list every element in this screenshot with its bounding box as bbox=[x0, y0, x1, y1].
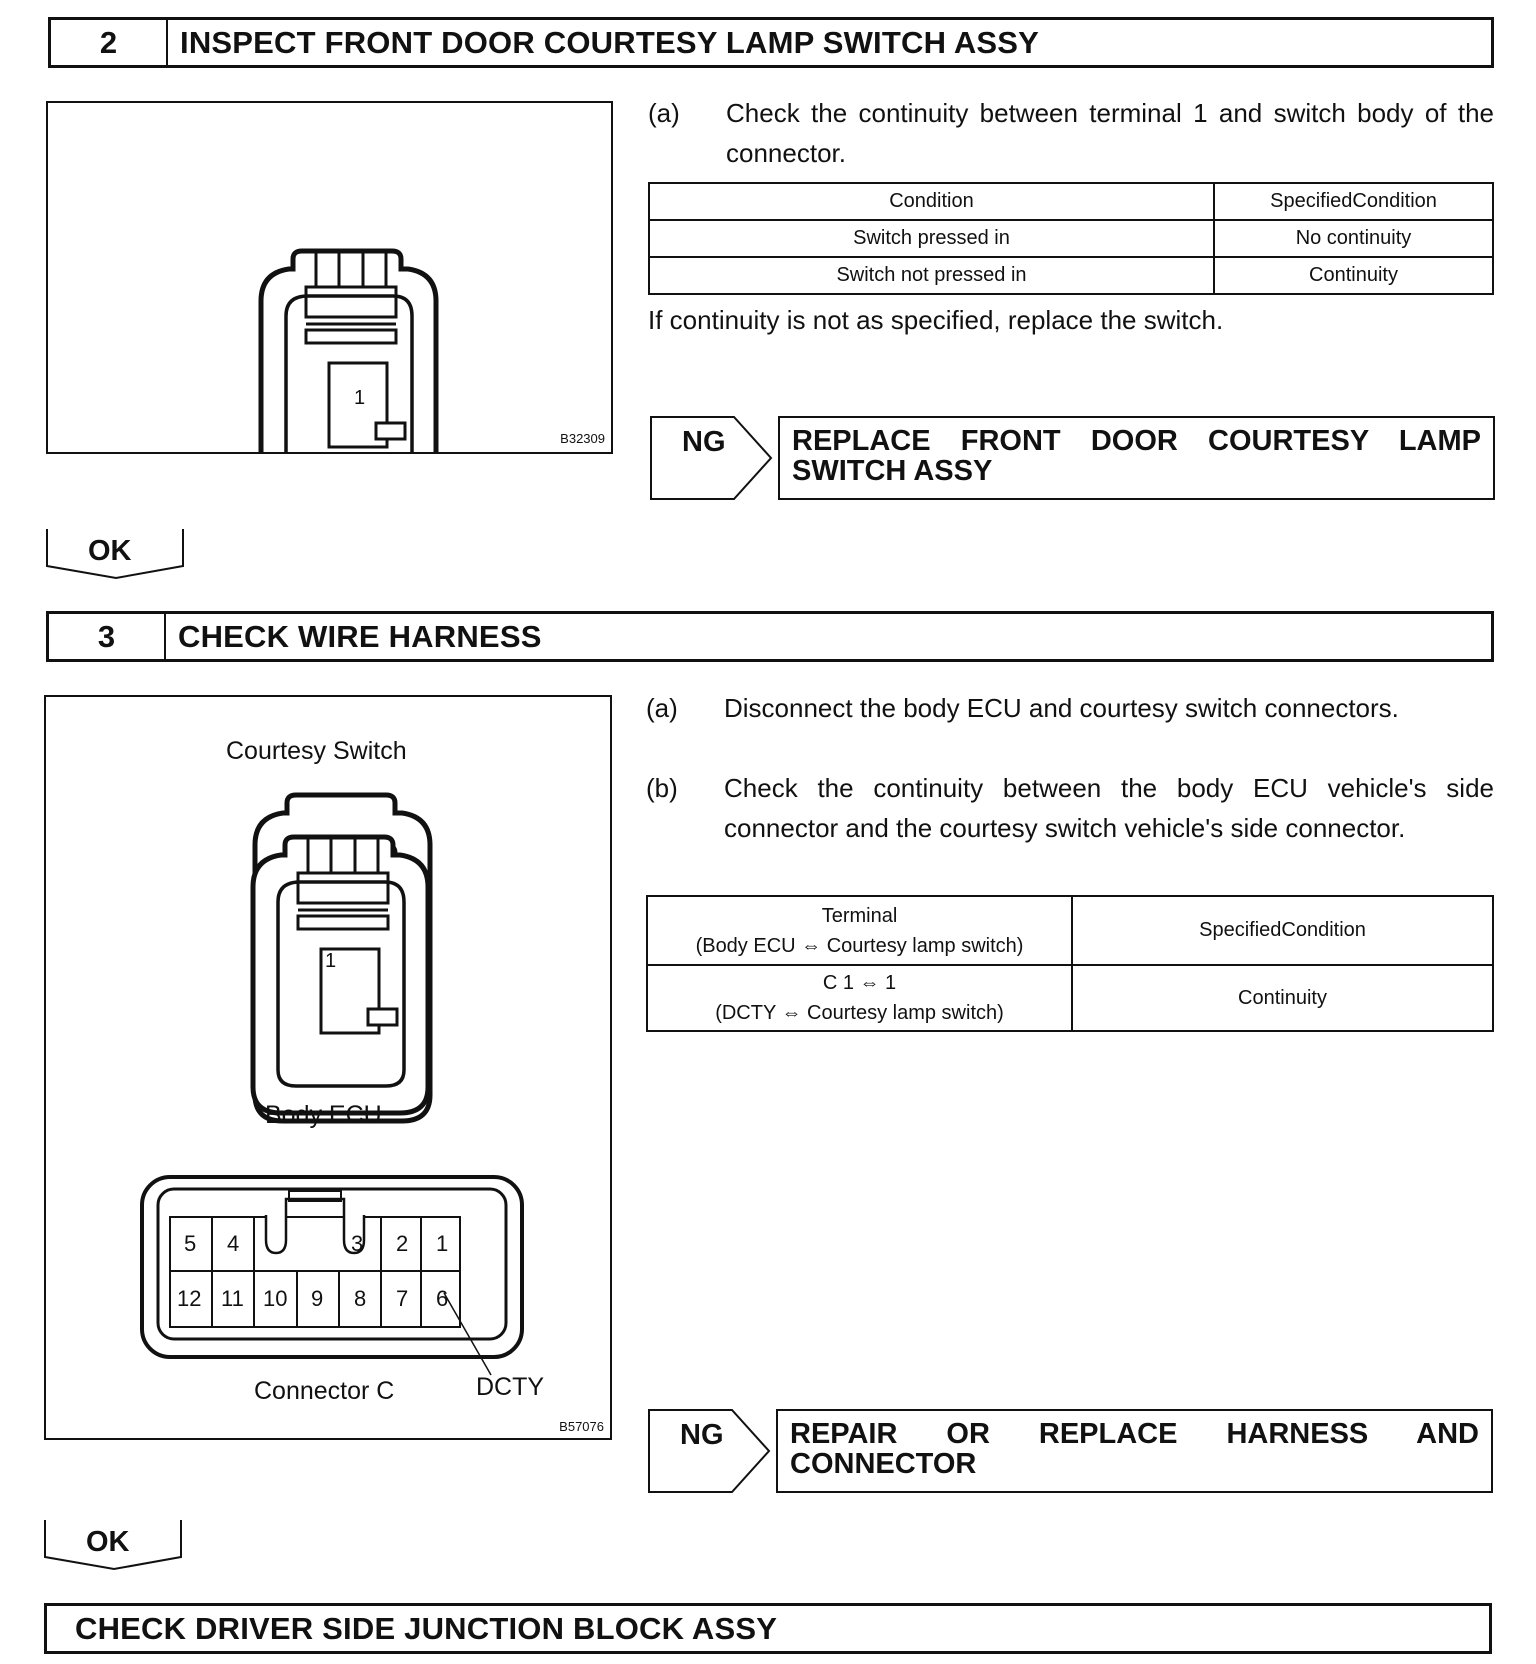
step-3-header bbox=[46, 611, 1494, 662]
step-2-note: If continuity is not as specified, replace the switch. bbox=[648, 305, 1224, 335]
ng-label: NG bbox=[680, 1419, 724, 1451]
table-row bbox=[647, 965, 1493, 1031]
terminal-1-label: 1 bbox=[325, 950, 337, 972]
instruction-text: Disconnect the body ECU and courtesy switch connectors. bbox=[724, 693, 1399, 723]
step-3-instruction-a bbox=[646, 688, 1494, 768]
step-2-ng-result bbox=[650, 416, 1495, 500]
pin-8: 8 bbox=[354, 1286, 367, 1311]
table-header: Condition bbox=[649, 183, 1214, 220]
figure-code: B32309 bbox=[560, 431, 605, 446]
step-title: INSPECT FRONT DOOR COURTESY LAMP SWITCH ASSY bbox=[180, 24, 1040, 60]
step-3-figure bbox=[44, 695, 612, 1440]
step-2-figure bbox=[46, 101, 613, 454]
pin-3: 3 bbox=[351, 1231, 364, 1256]
table-header: SpecifiedCondition bbox=[1072, 896, 1493, 965]
instruction-text: Check the continuity between the body ECU vehicle's side connector and the courtesy switch vehicle's side connector. bbox=[724, 773, 1494, 843]
step-3-ng-result bbox=[648, 1409, 1493, 1493]
table-header: SpecifiedCondition bbox=[1214, 183, 1493, 220]
ng-action-line-2: CONNECTOR bbox=[790, 1448, 977, 1480]
ng-action-box bbox=[776, 1409, 1493, 1493]
terminal-header: Terminal bbox=[821, 904, 898, 927]
table-header bbox=[647, 896, 1072, 965]
courtesy-switch-connector-diagram bbox=[46, 101, 613, 454]
table-cell: Continuity bbox=[1214, 257, 1493, 294]
step-title: CHECK WIRE HARNESS bbox=[178, 618, 542, 654]
pin-2: 2 bbox=[396, 1231, 409, 1256]
ng-action-line-2: SWITCH ASSY bbox=[792, 455, 993, 487]
pin-7: 7 bbox=[396, 1286, 409, 1311]
step-4-header bbox=[44, 1603, 1492, 1654]
ng-label: NG bbox=[682, 426, 726, 458]
pin-12: 12 bbox=[177, 1286, 202, 1311]
pin-9: 9 bbox=[311, 1286, 324, 1311]
step-3-ok-tag bbox=[44, 1519, 184, 1569]
instruction-label: (a) bbox=[648, 98, 680, 128]
dcty-label: DCTY bbox=[476, 1373, 545, 1401]
table-cell: Switch not pressed in bbox=[649, 257, 1214, 294]
body-ecu-connector-diagram bbox=[44, 695, 612, 1440]
terminal-1-label: 1 bbox=[354, 387, 366, 409]
pin-5: 5 bbox=[184, 1231, 197, 1256]
ok-label: OK bbox=[88, 535, 132, 567]
pin-1: 1 bbox=[436, 1231, 449, 1256]
step-3-spec-table bbox=[646, 895, 1494, 1032]
terminal-header-sub: (Body ECU ⇔ Courtesy lamp switch) bbox=[695, 934, 1024, 957]
body-ecu-label: Body ECU bbox=[265, 1101, 382, 1129]
courtesy-switch-label: Courtesy Switch bbox=[226, 737, 407, 765]
table-cell bbox=[647, 965, 1072, 1031]
step-title: CHECK DRIVER SIDE JUNCTION BLOCK ASSY bbox=[75, 1610, 778, 1646]
instruction-label: (b) bbox=[646, 773, 678, 803]
table-row bbox=[649, 257, 1493, 294]
step-number: 2 bbox=[51, 20, 168, 65]
ng-action-line-1: REPLACE FRONT DOOR COURTESY LAMP bbox=[792, 425, 1481, 457]
ok-label: OK bbox=[86, 1526, 130, 1558]
ng-action-box bbox=[778, 416, 1495, 500]
terminal-value-sub: (DCTY ⇔ Courtesy lamp switch) bbox=[715, 1002, 1004, 1024]
step-3-instruction-b bbox=[646, 768, 1494, 888]
step-2-ok-tag bbox=[46, 528, 186, 578]
step-number: 3 bbox=[49, 614, 166, 659]
ng-action-line-1: REPAIR OR REPLACE HARNESS AND bbox=[790, 1418, 1479, 1450]
table-cell: Switch pressed in bbox=[649, 220, 1214, 257]
table-cell: Continuity bbox=[1072, 965, 1493, 1031]
table-row bbox=[649, 220, 1493, 257]
pin-10: 10 bbox=[263, 1286, 288, 1311]
step-2-spec-table bbox=[648, 182, 1494, 295]
pin-4: 4 bbox=[227, 1231, 240, 1256]
table-cell: No continuity bbox=[1214, 220, 1493, 257]
instruction-text: Check the continuity between terminal 1 and switch body of the connector. bbox=[726, 98, 1494, 168]
terminal-value: C 1 ⇔ 1 bbox=[822, 972, 897, 994]
figure-code: B57076 bbox=[559, 1419, 604, 1434]
pin-11: 11 bbox=[221, 1286, 244, 1311]
pin-6: 6 bbox=[436, 1286, 449, 1311]
step-2-header bbox=[48, 17, 1494, 68]
step-2-instruction-a bbox=[648, 93, 1494, 173]
connector-c-label: Connector C bbox=[254, 1377, 395, 1405]
instruction-label: (a) bbox=[646, 693, 678, 723]
